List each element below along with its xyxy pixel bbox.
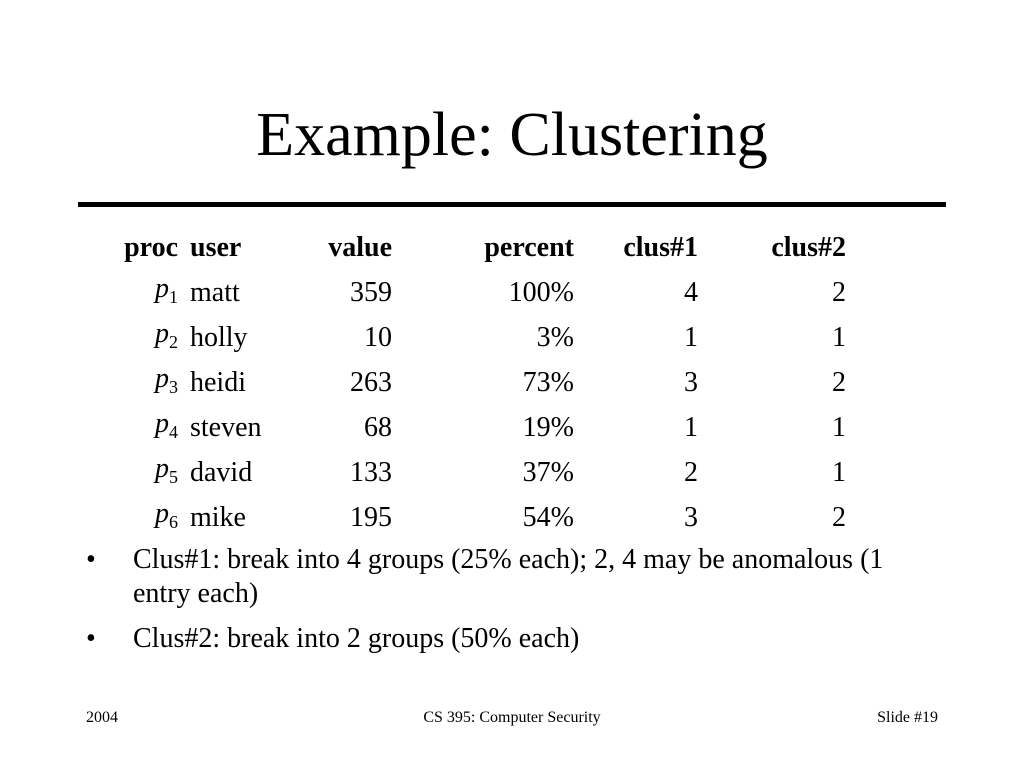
value-cell: 195 [350,501,392,533]
proc-letter: p [155,452,169,484]
value-cell: 133 [350,456,392,488]
clus2-cell: 2 [832,276,846,308]
proc-cell [92,270,190,315]
proc-subscript: 4 [169,421,178,442]
proc-subscript: 6 [169,511,178,532]
user-cell: steven [190,411,262,443]
table-row [92,360,846,405]
proc-letter: p [155,272,169,304]
clus1-cell: 1 [684,411,698,443]
clus1-cell: 3 [684,366,698,398]
user-cell: mike [190,501,246,533]
table-row [92,450,846,495]
slide-title: Example: Clustering [256,101,768,169]
user-cell: matt [190,276,240,308]
user-cell: holly [190,321,248,353]
value-cell: 68 [364,411,392,443]
clus1-cell: 3 [684,501,698,533]
clus2-cell: 2 [832,501,846,533]
proc-cell [92,495,190,540]
percent-cell: 73% [522,366,574,398]
header-clus1: clus#1 [623,231,698,263]
footer-year: 2004 [86,709,118,726]
table-row [92,270,846,315]
bullet-marker: • [86,623,96,654]
clustering-table [92,225,846,540]
proc-letter: p [155,497,169,529]
bullet-text: Clus#2: break into 2 groups (50% each) [133,623,580,654]
proc-letter: p [155,407,169,439]
footer-course: CS 395: Computer Security [423,709,601,726]
proc-cell [92,315,190,360]
percent-cell: 100% [508,276,574,308]
table-row [92,315,846,360]
value-cell: 263 [350,366,392,398]
proc-cell [92,405,190,450]
percent-cell: 54% [522,501,574,533]
clus2-cell: 1 [832,411,846,443]
table-row [92,405,846,450]
title-divider [78,202,946,207]
proc-subscript: 5 [169,466,178,487]
user-cell: heidi [190,366,246,398]
clus2-cell: 1 [832,456,846,488]
header-proc: proc [124,231,178,263]
clus2-cell: 1 [832,321,846,353]
clus1-cell: 1 [684,321,698,353]
value-cell: 10 [364,321,392,353]
table-header-row [92,225,846,270]
bullet-list [86,543,886,667]
clus1-cell: 4 [684,276,698,308]
header-value: value [328,231,392,263]
proc-cell [92,360,190,405]
header-clus2: clus#2 [771,231,846,263]
bullet-item [86,543,886,611]
bullet-item [86,622,886,656]
percent-cell: 19% [522,411,574,443]
percent-cell: 3% [536,321,574,353]
user-cell: david [190,456,253,488]
percent-cell: 37% [522,456,574,488]
proc-letter: p [155,362,169,394]
clus2-cell: 2 [832,366,846,398]
table-row [92,495,846,540]
proc-letter: p [155,317,169,349]
header-percent: percent [484,231,574,263]
proc-cell [92,450,190,495]
proc-subscript: 3 [169,376,178,397]
bullet-text: Clus#1: break into 4 groups (25% each); 2, 4 may be anomalous (1 entry each) [133,544,884,609]
proc-subscript: 2 [169,331,178,352]
header-user: user [190,231,242,263]
proc-subscript: 1 [169,286,178,307]
footer-slide-number: Slide #19 [877,709,938,726]
bullet-marker: • [86,544,96,575]
value-cell: 359 [350,276,392,308]
clus1-cell: 2 [684,456,698,488]
